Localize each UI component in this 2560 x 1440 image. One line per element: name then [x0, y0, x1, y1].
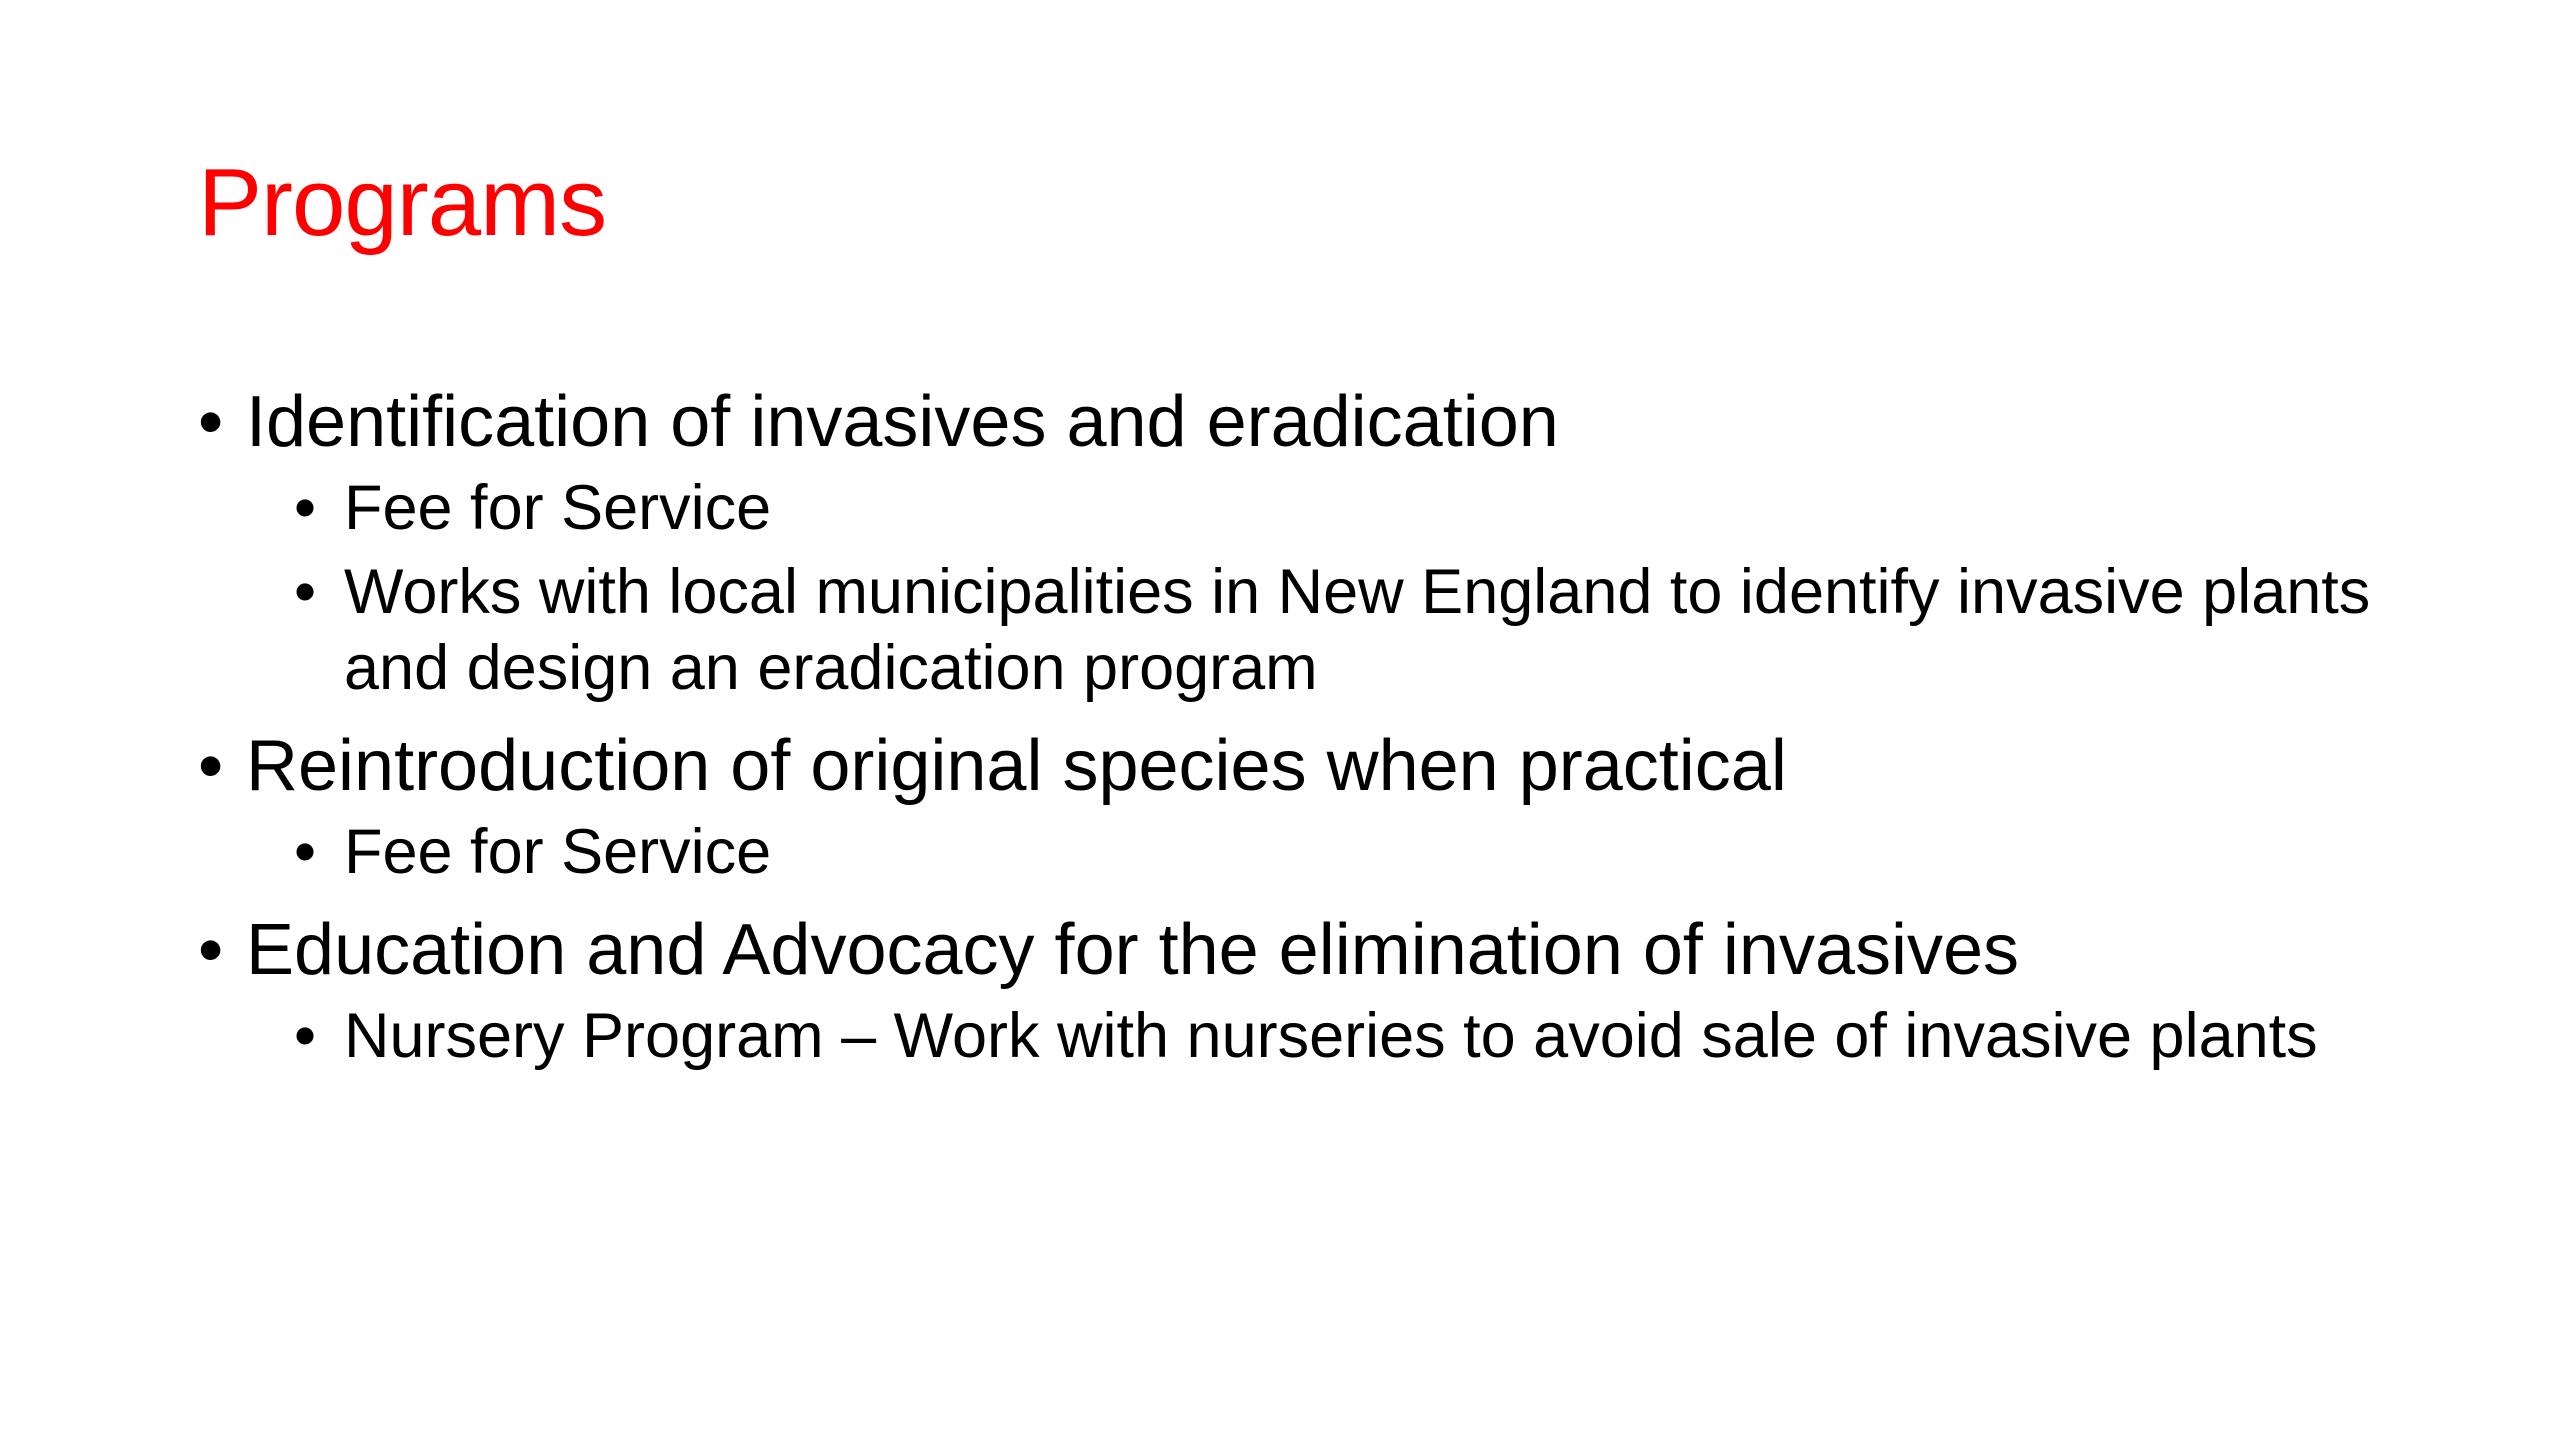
- bullet-icon: •: [294, 557, 317, 627]
- sub-bullet-item: [294, 814, 2398, 890]
- bullet-icon: •: [198, 382, 224, 462]
- bullet-icon: •: [198, 726, 224, 806]
- bullet-icon: •: [294, 1001, 317, 1071]
- bullet-text: Identification of invasives and eradication: [246, 382, 1559, 462]
- sub-bullet-text: Works with local municipalities in New England to identify invasive plants and design an eradication program: [344, 557, 2371, 703]
- sub-bullet-text: Fee for Service: [344, 817, 772, 887]
- bullet-text: Education and Advocacy for the elimination of invasives: [246, 910, 2020, 990]
- sub-bullet-item: [294, 998, 2398, 1074]
- sub-bullet-text: Fee for Service: [344, 473, 772, 543]
- bullet-icon: •: [198, 910, 224, 990]
- sub-bullet-item: [294, 554, 2398, 706]
- bullet-icon: •: [294, 817, 317, 887]
- bullet-item-reintroduction: [198, 724, 2398, 890]
- sub-bullet-list: [294, 814, 2398, 890]
- bullet-icon: •: [294, 473, 317, 543]
- sub-bullet-list: [294, 470, 2398, 706]
- bullet-item-education: [198, 908, 2398, 1074]
- bullet-text: Reintroduction of original species when practical: [246, 726, 1787, 806]
- slide-title: Programs: [198, 149, 607, 256]
- sub-bullet-text: Nursery Program – Work with nurseries to avoid sale of invasive plants: [344, 1001, 2318, 1071]
- sub-bullet-item: [294, 470, 2398, 546]
- bullet-list: [198, 380, 2398, 1074]
- sub-bullet-list: [294, 998, 2398, 1074]
- bullet-item-identification: [198, 380, 2398, 706]
